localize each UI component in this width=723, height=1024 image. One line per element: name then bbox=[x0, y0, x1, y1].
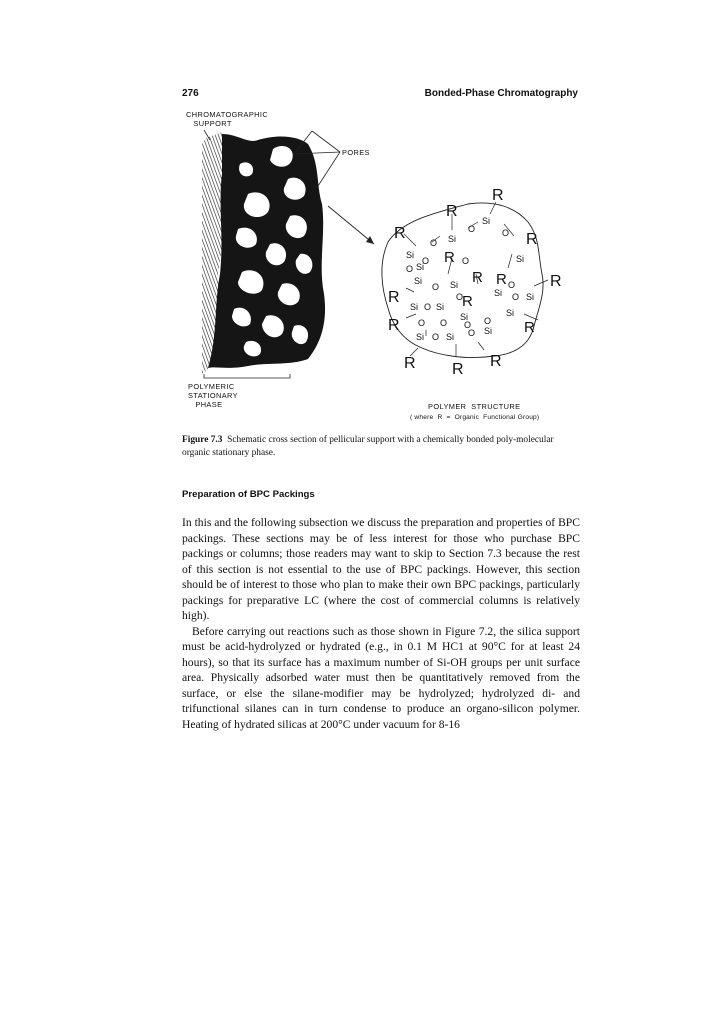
atom-si: Si bbox=[516, 254, 525, 264]
atom-si: Si bbox=[410, 302, 419, 312]
atom-o: O bbox=[508, 280, 516, 290]
atom-si: Si bbox=[494, 288, 503, 298]
paragraph: Before carrying out reactions such as those shown in Figure 7.2, the silica support must be acid-hydrolyzed or hydrated (e.g., in 0.1 M HC1 at 90°C for at least 24 hours), so that its surface has a maximum number of Si-OH groups per unit surface area. Physically adsorbed water must then be quantitatively removed from the surface, or else the silane-modifier may be hydrolyzed; hydrolyzed di- and trifunctional silanes can in turn condense to produce an organo-silicon polymer. Heating of hydrated silicas at 200°C under vacuum for 8-16 bbox=[182, 624, 580, 731]
atom-si: Si bbox=[446, 332, 455, 342]
caption-text: Schematic cross section of pellicular support with a chemically bonded poly-molecular organic stationary phase. bbox=[182, 435, 554, 458]
atom-si: Si bbox=[460, 312, 469, 322]
atom-r: R bbox=[472, 269, 483, 286]
atom-o: O bbox=[502, 228, 510, 238]
figure-drawing bbox=[178, 104, 588, 424]
atom-si: Si bbox=[416, 332, 425, 342]
label-legend: ( where R = Organic Functional Group) bbox=[410, 414, 540, 421]
atom-si: Si bbox=[484, 326, 493, 336]
atom-o: O bbox=[456, 292, 464, 302]
polymer-structure-outline bbox=[382, 203, 543, 358]
atom-si: Si bbox=[416, 262, 425, 272]
paragraph: In this and the following subsection we discuss the preparation and properties of BPC packings. These sections may be of less interest for those who purchase BPC packings or columns; those readers may want to skip to Section 7.3 because the rest of this section is not essential to the use of BPC packings. However, this section should be of interest to those who plan to make their own BPC packings, particularly packings for preparative LC (where the cost of commercial columns is relatively high). bbox=[182, 516, 580, 622]
running-title: Bonded-Phase Chromatography bbox=[424, 88, 578, 99]
polymer-atoms bbox=[388, 187, 562, 378]
atom-o: O bbox=[468, 328, 476, 338]
atom-o: O bbox=[406, 264, 414, 274]
atom-r: R bbox=[490, 353, 502, 370]
atom-si: Si bbox=[406, 250, 415, 260]
label-chromatographic-support: CHROMATOGRAPHIC SUPPORT bbox=[186, 110, 269, 128]
atom-si: Si bbox=[450, 280, 459, 290]
atom-o: O bbox=[432, 332, 440, 342]
atom-r: R bbox=[462, 293, 473, 310]
label-pores: PORES bbox=[342, 148, 370, 157]
caption-number: Figure 7.3 bbox=[182, 435, 223, 445]
body-text bbox=[182, 515, 580, 732]
atom-si: Si bbox=[436, 302, 445, 312]
label-polymer-structure: POLYMER STRUCTURE bbox=[428, 402, 521, 411]
atom-r: R bbox=[496, 271, 507, 288]
atom-si: Si bbox=[506, 308, 515, 318]
atom-r: R bbox=[492, 187, 504, 204]
figure-caption bbox=[182, 434, 580, 460]
atom-r: R bbox=[524, 319, 535, 336]
atom-o: O bbox=[418, 318, 426, 328]
atom-o: O bbox=[468, 224, 476, 234]
atom-o: O bbox=[424, 302, 432, 312]
atom-o: O bbox=[430, 238, 438, 248]
atom-si: Si bbox=[414, 276, 423, 286]
atom-o: O bbox=[432, 282, 440, 292]
atom-r: R bbox=[394, 225, 406, 242]
atom-r: R bbox=[404, 355, 416, 372]
atom-r: R bbox=[388, 317, 400, 334]
atom-r: R bbox=[446, 203, 458, 220]
figure-7-3 bbox=[178, 104, 588, 424]
atom-o: O bbox=[484, 316, 492, 326]
label-polymeric-stationary-phase: POLYMERIC STATIONARY PHASE bbox=[188, 382, 238, 409]
atom-r: R bbox=[388, 289, 400, 306]
atom-o: O bbox=[464, 320, 472, 330]
atom-r: R bbox=[550, 273, 562, 290]
atom-o: O bbox=[422, 256, 430, 266]
atom-si: Si bbox=[482, 216, 491, 226]
atom-si: Si bbox=[448, 234, 457, 244]
atom-si: Si bbox=[526, 292, 535, 302]
atom-o: O bbox=[512, 292, 520, 302]
page-number: 276 bbox=[182, 88, 199, 99]
atom-o: O bbox=[462, 256, 470, 266]
section-heading: Preparation of BPC Packings bbox=[182, 489, 315, 500]
atom-r: R bbox=[452, 361, 464, 378]
atom-o: O bbox=[440, 318, 448, 328]
atom-r: R bbox=[444, 249, 455, 266]
atom-r: R bbox=[526, 231, 538, 248]
